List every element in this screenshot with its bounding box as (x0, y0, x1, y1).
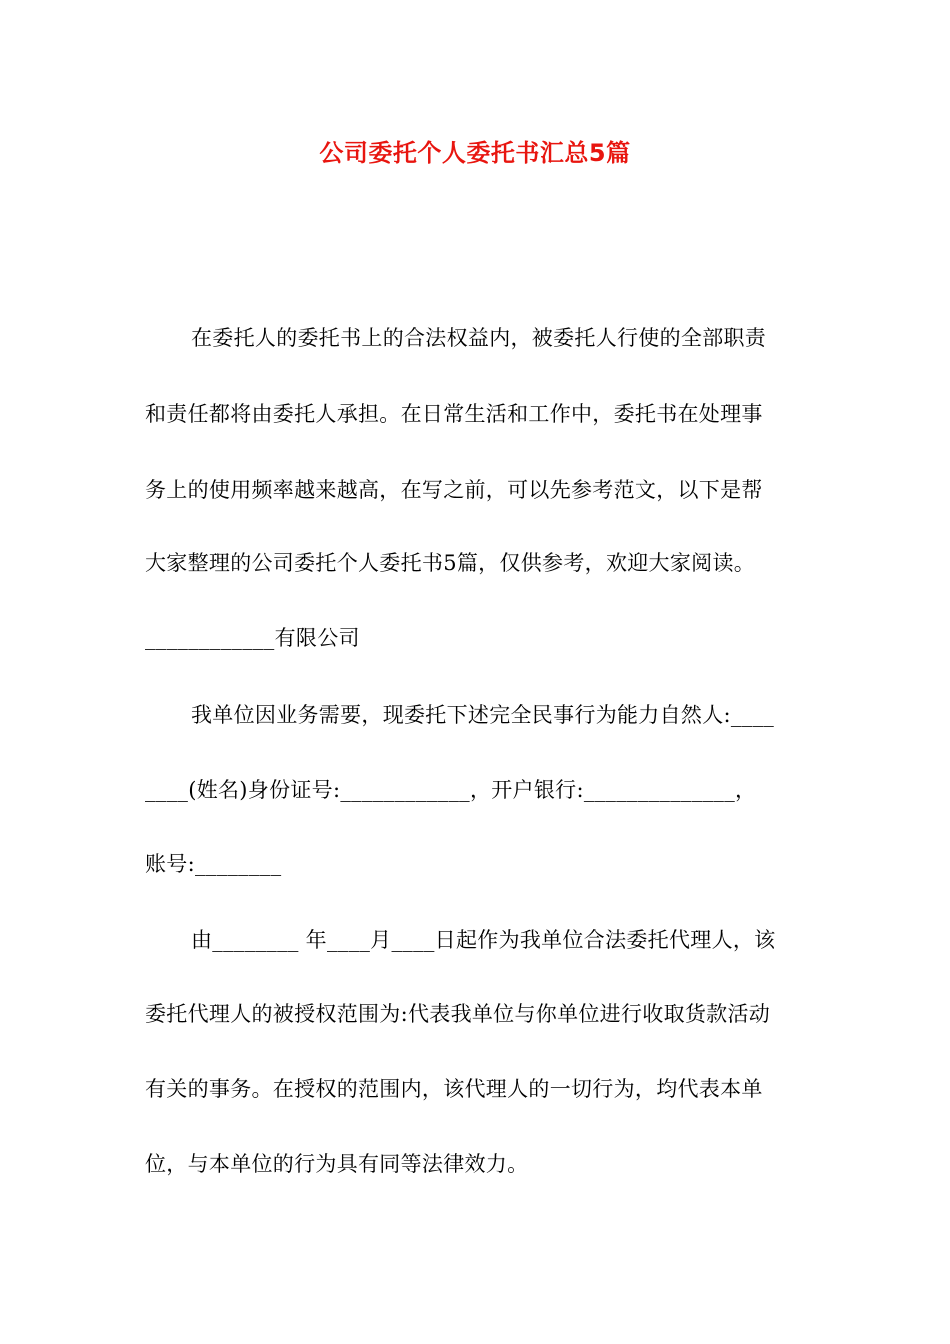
intro-line-4: 大家整理的公司委托个人委托书5篇，仅供参考，欢迎大家阅读。 (145, 551, 756, 575)
authority-line-1: 由________ 年____月____日起作为我单位合法委托代理人，该 (191, 928, 776, 952)
intro-line-1: 在委托人的委托书上的合法权益内，被委托人行使的全部职责 (191, 326, 767, 350)
body-line-1: 我单位因业务需要，现委托下述完全民事行为能力自然人:____ (191, 703, 775, 727)
authority-line-4: 位，与本单位的行为具有同等法律效力。 (145, 1152, 529, 1176)
authority-line-3: 有关的事务。在授权的范围内，该代理人的一切行为，均代表本单 (145, 1077, 763, 1101)
company-line: ____________有限公司 (145, 626, 360, 650)
intro-line-2: 和责任都将由委托人承担。在日常生活和工作中，委托书在处理事 (145, 402, 763, 426)
body-line-3: 账号:________ (145, 852, 282, 876)
body-line-2: ____(姓名)身份证号:____________，开户银行:______________， (145, 778, 757, 802)
authority-line-2: 委托代理人的被授权范围为:代表我单位与你单位进行收取货款活动 (145, 1002, 771, 1026)
intro-line-3: 务上的使用频率越来越高，在写之前，可以先参考范文，以下是帮 (145, 478, 763, 502)
document-title: 公司委托个人委托书汇总5篇 (319, 139, 631, 167)
